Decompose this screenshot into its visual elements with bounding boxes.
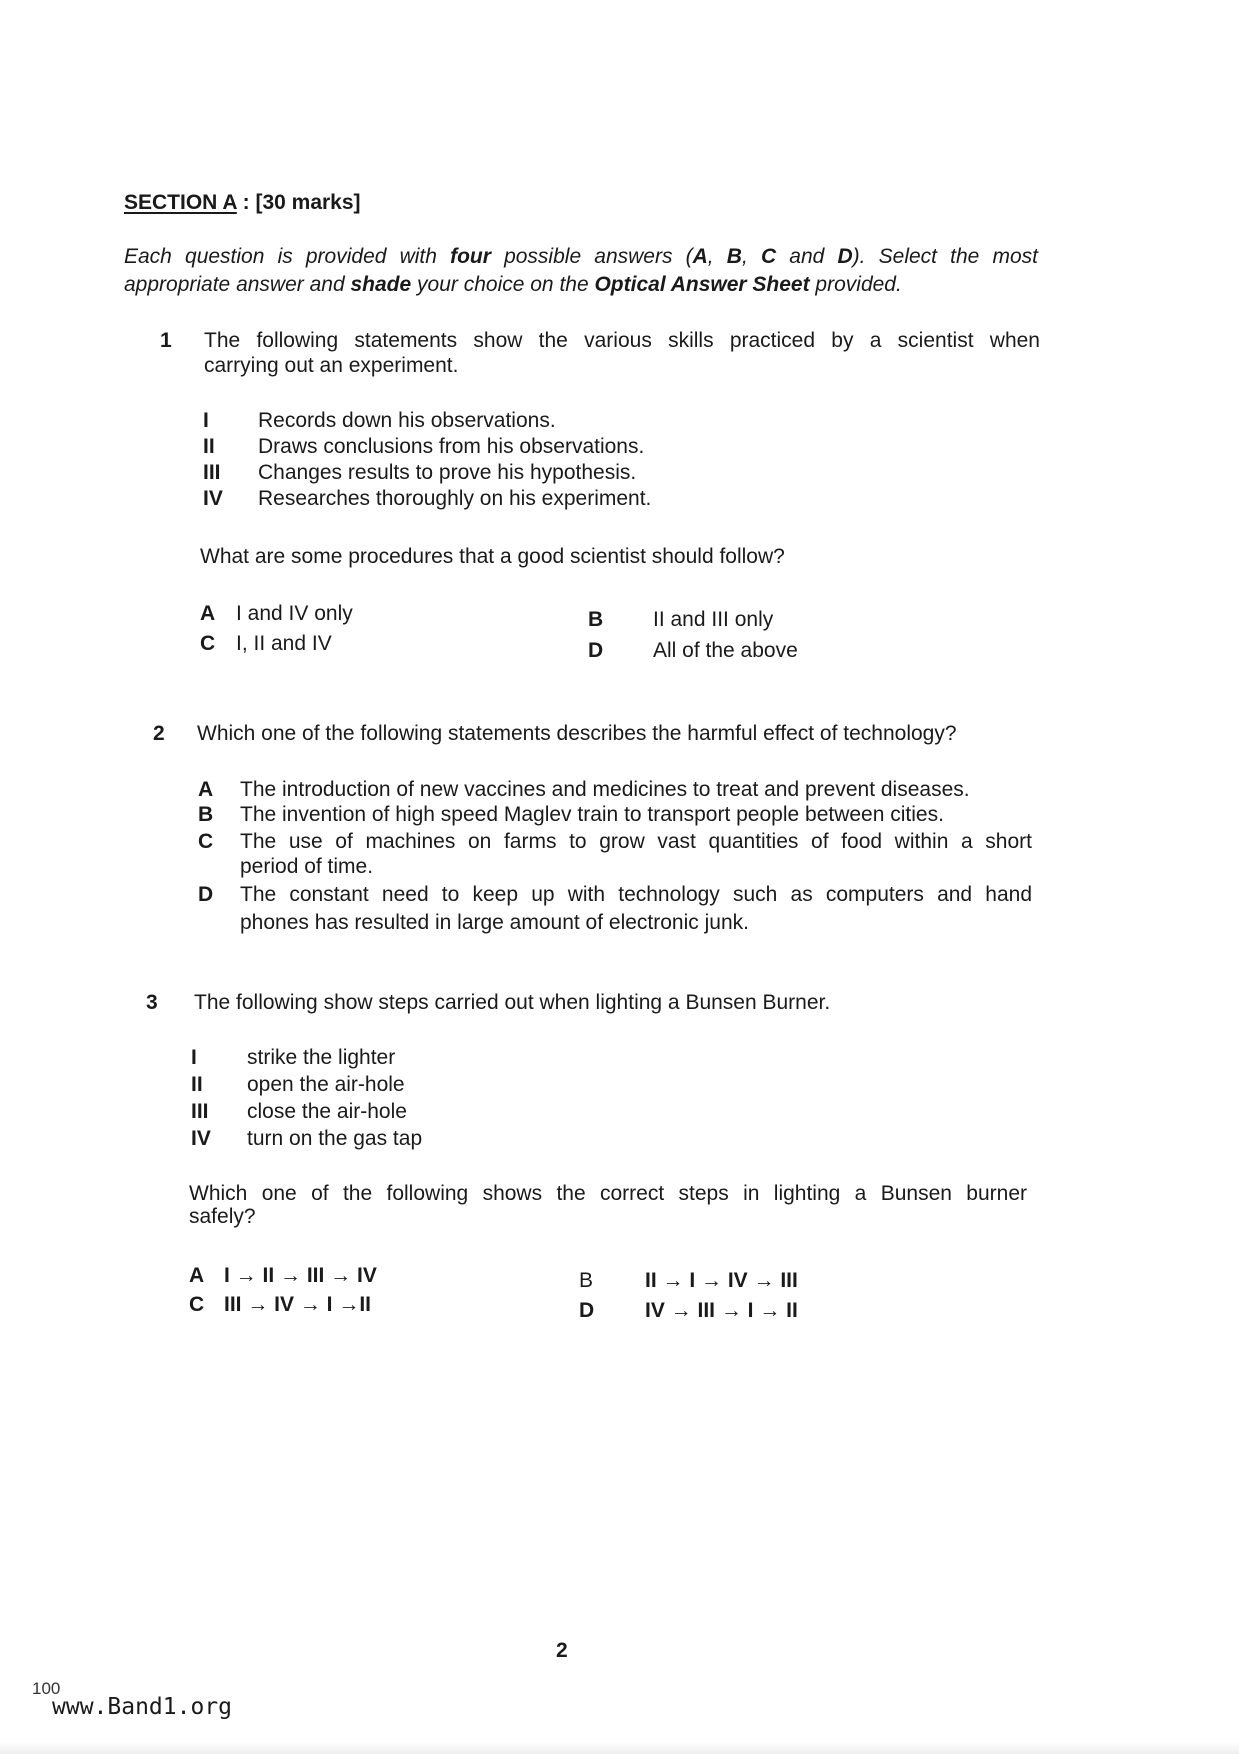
option-text: II and III only <box>653 608 774 631</box>
page-number: 2 <box>556 1639 568 1662</box>
statement-text: close the air-hole <box>247 1100 407 1123</box>
instr-bold: A <box>692 245 708 268</box>
instr-text: Each question is provided with <box>124 245 451 268</box>
statement-numeral: III <box>191 1100 209 1123</box>
statement-text: turn on the gas tap <box>247 1127 423 1150</box>
statement-numeral: I <box>203 409 209 432</box>
option-text: The use of machines on farms to grow vast quantities of food within a short <box>240 830 1032 853</box>
statement-text: Researches thoroughly on his experiment. <box>258 487 652 510</box>
statement-text: Draws conclusions from his observations. <box>258 435 645 458</box>
question-3-prompt: safely? <box>189 1205 256 1228</box>
option-text: IV → III → I → II <box>645 1299 798 1322</box>
option-text: II → I → IV → III <box>645 1269 798 1292</box>
option-letter: A <box>198 778 214 801</box>
section-heading <box>124 190 361 216</box>
option-letter: B <box>588 608 604 631</box>
statement-numeral: IV <box>191 1127 211 1150</box>
question-1-stem: The following statements show the various skills practiced by a scientist when <box>204 329 1040 352</box>
question-2-number: 2 <box>153 722 165 745</box>
statement-numeral: I <box>191 1046 197 1069</box>
instr-text: ). Select the most <box>852 245 1039 268</box>
statement-numeral: II <box>203 435 215 458</box>
question-3-stem: The following show steps carried out when lighting a Bunsen Burner. <box>194 991 831 1014</box>
option-letter: B <box>579 1269 594 1292</box>
instr-text: , <box>707 245 727 268</box>
option-text: I → II → III → IV <box>224 1264 377 1287</box>
option-letter: D <box>198 883 214 906</box>
option-letter: D <box>579 1299 595 1322</box>
question-1-stem: carrying out an experiment. <box>204 354 459 377</box>
instr-text: provided. <box>809 273 902 296</box>
statement-numeral: II <box>191 1073 203 1096</box>
instr-bold: C <box>760 245 777 268</box>
instr-bold: B <box>726 245 742 268</box>
instructions-line-1 <box>124 244 1038 270</box>
instr-bold: four <box>450 245 491 268</box>
website-watermark: www.Band1.org <box>52 1694 233 1720</box>
instr-bold: D <box>837 245 853 268</box>
option-letter: C <box>189 1293 205 1316</box>
option-text: All of the above <box>653 639 798 662</box>
question-3-prompt: Which one of the following shows the correct steps in lighting a Bunsen burner <box>189 1182 1027 1205</box>
instructions-line-2 <box>124 272 902 298</box>
option-letter: D <box>588 639 604 662</box>
instr-text: and <box>776 245 838 268</box>
statement-text: open the air-hole <box>247 1073 405 1096</box>
question-3-number: 3 <box>146 991 158 1014</box>
statement-numeral: IV <box>203 487 223 510</box>
option-text: The introduction of new vaccines and medicines to treat and prevent diseases. <box>240 778 970 801</box>
instr-text: possible answers ( <box>490 245 693 268</box>
option-text: I, II and IV <box>236 632 332 655</box>
statement-text: Changes results to prove his hypothesis. <box>258 461 637 484</box>
option-letter: C <box>198 830 214 853</box>
option-text: period of time. <box>240 855 374 878</box>
option-letter: B <box>198 803 214 826</box>
instr-text: your choice on the <box>411 273 595 296</box>
scan-edge <box>0 1742 1239 1754</box>
option-letter: C <box>200 632 216 655</box>
instr-bold: Optical Answer Sheet <box>594 273 810 296</box>
statement-text: strike the lighter <box>247 1046 396 1069</box>
option-text: The constant need to keep up with technology such as computers and hand <box>240 883 1032 906</box>
option-text: The invention of high speed Maglev train to transport people between cities. <box>240 803 944 826</box>
statement-numeral: III <box>203 461 221 484</box>
section-marks: : [30 marks] <box>242 191 361 214</box>
question-1-number: 1 <box>160 329 172 352</box>
statement-text: Records down his observations. <box>258 409 556 432</box>
option-letter: A <box>189 1264 205 1287</box>
option-text: III → IV → I →II <box>224 1293 372 1316</box>
instr-text: , <box>741 245 761 268</box>
instr-text: appropriate answer and <box>124 273 351 296</box>
option-letter: A <box>200 602 216 625</box>
stamp-number: 100 <box>32 1679 61 1698</box>
option-text: I and IV only <box>236 602 353 625</box>
section-title: SECTION A <box>124 191 237 214</box>
option-text: phones has resulted in large amount of electronic junk. <box>240 911 749 934</box>
question-1-prompt: What are some procedures that a good scientist should follow? <box>200 545 785 568</box>
question-2-stem: Which one of the following statements describes the harmful effect of technology? <box>197 722 957 745</box>
instr-bold: shade <box>350 273 412 296</box>
